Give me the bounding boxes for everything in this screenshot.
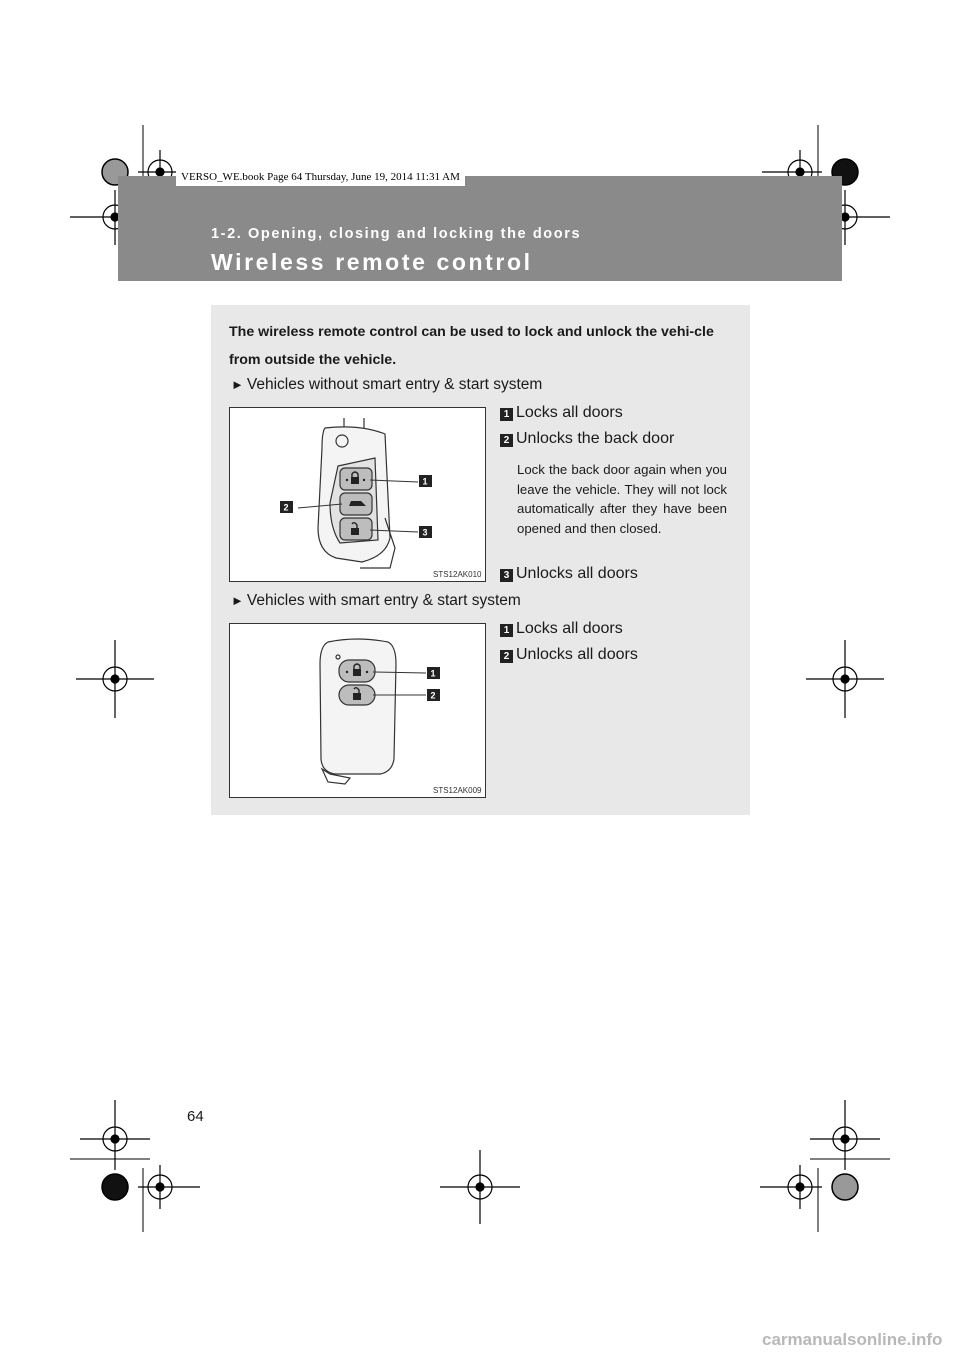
- list-item: 3 Unlocks all doors: [500, 565, 638, 583]
- variant-b-heading: ► Vehicles with smart entry & start system: [231, 592, 521, 609]
- figure-smart-key: [229, 623, 486, 798]
- page-number: 64: [187, 1108, 204, 1125]
- registration-mark-bottom-right-2: [760, 1165, 822, 1209]
- star-target-bottom-right: [832, 1174, 858, 1200]
- smart-key-illustration: [230, 624, 487, 799]
- list-item: 2 Unlocks the back door: [500, 430, 674, 448]
- flip-key-illustration: [230, 408, 487, 583]
- intro-text: The wireless remote control can be used to lock and unlock the vehi-cle from outside the vehicle.: [229, 324, 714, 368]
- callout-3: 3: [422, 527, 428, 538]
- registration-mark-bottom-left-2: [138, 1165, 200, 1209]
- right-triangle-icon: ►: [231, 377, 244, 392]
- list-item: 1 Locks all doors: [500, 404, 623, 422]
- figure-code: STS12AK009: [433, 786, 482, 795]
- watermark: carmanualsonline.info: [762, 1330, 943, 1349]
- figure-flip-key: [229, 407, 486, 582]
- registration-mark-right-mid: [806, 640, 884, 718]
- variant-a-heading: ► Vehicles without smart entry & start system: [231, 376, 543, 393]
- star-target-bottom-left: [102, 1174, 128, 1200]
- section-label: 1-2. Opening, closing and locking the doors: [211, 226, 582, 242]
- figure-code: STS12AK010: [433, 570, 482, 579]
- callout-1: 1: [422, 476, 428, 487]
- book-stamp: VERSO_WE.book Page 64 Thursday, June 19, 2014 11:31 AM: [176, 168, 465, 186]
- page-title: Wireless remote control: [211, 249, 533, 275]
- back-door-note: Lock the back door again when you leave the vehicle. They will not lock automatically after they have been opened and then closed.: [517, 462, 727, 536]
- right-triangle-icon: ►: [231, 593, 244, 608]
- callout-2: 2: [430, 690, 436, 701]
- callout-2: 2: [283, 502, 289, 513]
- list-item: 1 Locks all doors: [500, 620, 623, 638]
- callout-1: 1: [430, 668, 436, 679]
- registration-mark-bottom-center: [440, 1150, 520, 1224]
- registration-mark-left-mid: [76, 640, 154, 718]
- list-item: 2 Unlocks all doors: [500, 646, 638, 664]
